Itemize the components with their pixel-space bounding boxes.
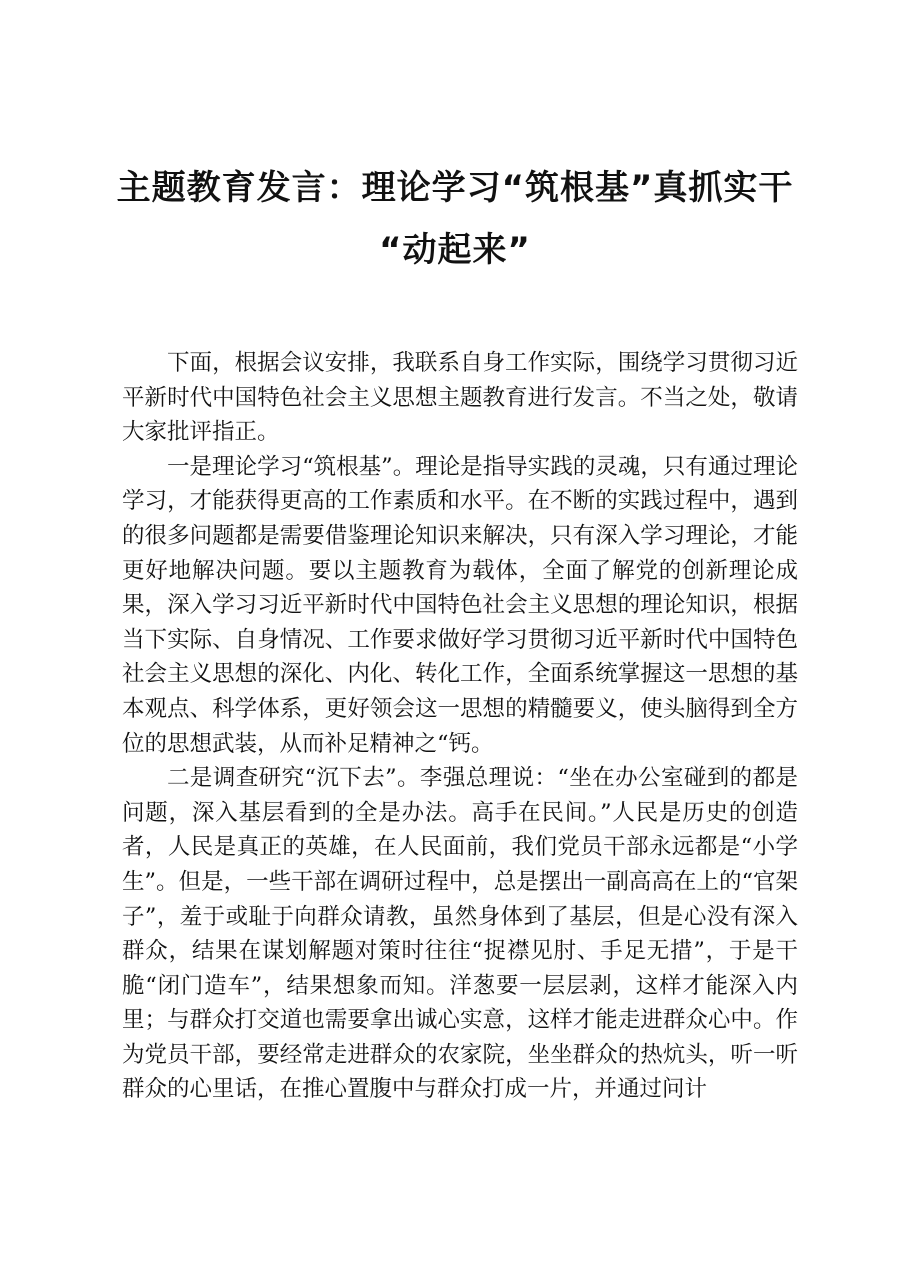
paragraph-intro: 下面，根据会议安排，我联系自身工作实际，围绕学习贯彻习近平新时代中国特色社会主义思想主题教育进行发言。不当之处，敬请大家批评指正。	[122, 350, 798, 446]
paragraph-theory-study: 一是理论学习“筑根基”。理论是指导实践的灵魂，只有通过理论学习，才能获得更高的工作素质和水平。在不断的实践过程中，遇到的很多问题都是需要借鉴理论知识来解决，只有深入学习理论，才能更好地解决问题。要以主题教育为载体，全面了解党的创新理论成果，深入学习习近平新时代中国特色社会主义思想的理论知识，根据当下实际、自身情况、工作要求做好学习贯彻习近平新时代中国特色社会主义思想的深化、内化、转化工作，全面系统掌握这一思想的基本观点、科学体系，更好领会这一思想的精髓要义，使头脑得到全方位的思想武装，从而补足精神之“钙。	[122, 453, 798, 757]
document-title-line1: 主题教育发言：理论学习“筑根基”真抓实干	[116, 168, 794, 208]
document-title-line2: “动起来”	[379, 230, 531, 270]
paragraph-investigation: 二是调查研究“沉下去”。李强总理说：“坐在办公室碰到的都是问题，深入基层看到的全是办法。高手在民间。”人民是历史的创造者，人民是真正的英雄，在人民面前，我们党员干部永远都是“小学生”。但是，一些干部在调研过程中，总是摆出一副高高在上的“官架子”，羞于或耻于向群众请教，虽然身体到了基层，但是心没有深入群众，结果在谋划解题对策时往往“捉襟见肘、手足无措”，于是干脆“闭门造车”，结果想象而知。洋葱要一层层剥，这样才能深入内里；与群众打交道也需要拿出诚心实意，这样才能走进群众心中。作为党员干部，要经常走进群众的农家院，坐坐群众的热炕头，听一听群众的心里话，在推心置腹中与群众打成一片，并通过问计	[122, 765, 798, 1103]
document-body	[122, 346, 798, 1107]
